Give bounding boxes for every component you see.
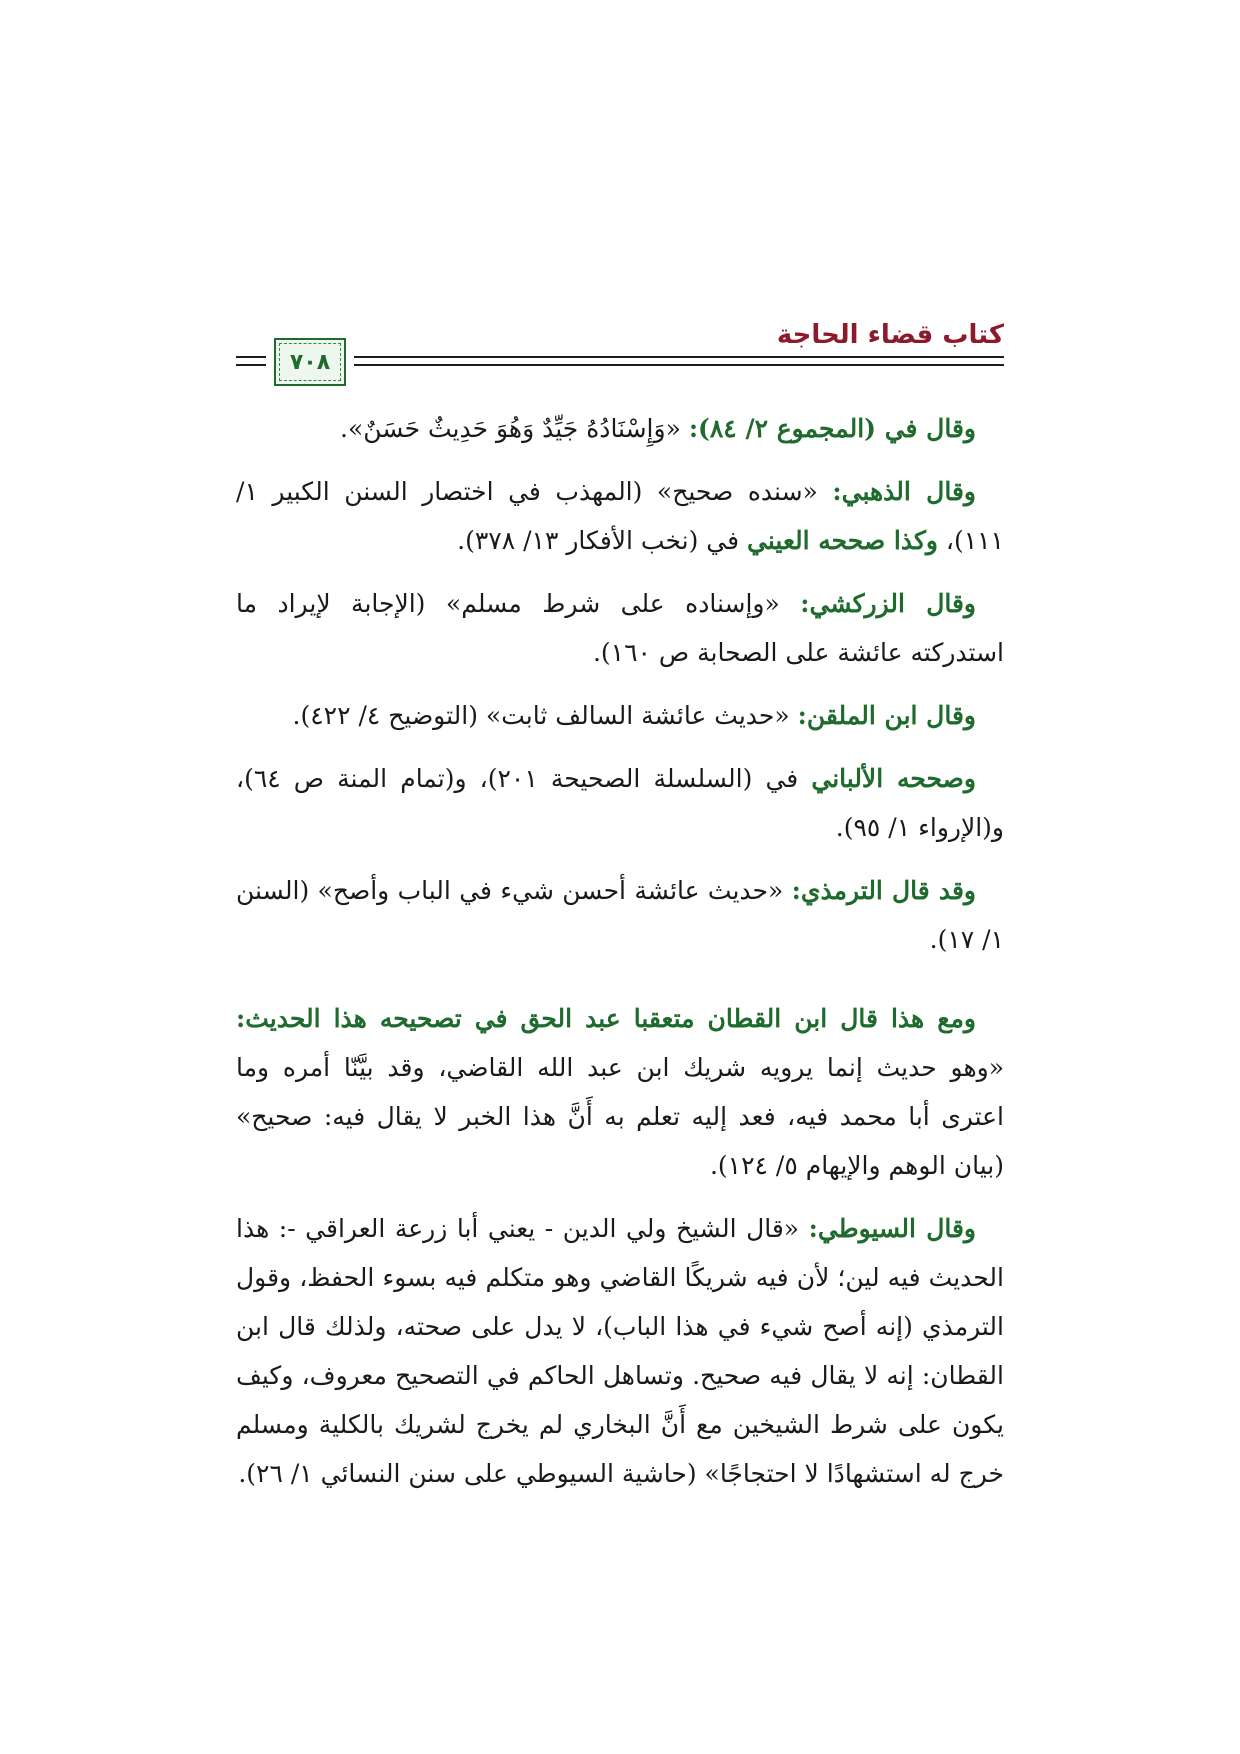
paragraph-lead: وقال في (المجموع ٢/ ٨٤):: [688, 414, 976, 443]
paragraph-majmu: [236, 404, 1004, 453]
paragraph-lead: وقال السيوطي:: [808, 1214, 976, 1243]
paragraph-lead: وقال الزركشي:: [800, 589, 977, 618]
paragraph-lead: وقال ابن الملقن:: [797, 701, 976, 730]
paragraph-text: «سنده صحيح» (المهذب في اختصار السنن الكبير ١/ ١١١)،: [236, 477, 1004, 555]
paragraph-zarkashi: [236, 579, 1004, 677]
paragraph-text: «حديث عائشة أحسن شيء في الباب وأصح» (السنن ١/ ١٧).: [236, 876, 1004, 954]
page-body: [236, 404, 1004, 1512]
header-rule-left-bottom: [236, 364, 266, 366]
paragraph-lead: وقد قال الترمذي:: [791, 876, 976, 905]
page-number-ornament: [274, 338, 346, 386]
paragraph-lead: وقال الذهبي:: [832, 477, 976, 506]
paragraph-text: «وإسناده على شرط مسلم» (الإجابة لإيراد ما استدركته عائشة على الصحابة ص ١٦٠).: [236, 589, 1004, 667]
paragraph-tirmidhi: [236, 866, 1004, 964]
paragraph-text: «وَإِسْنَادُهُ جَيِّدٌ وَهُوَ حَدِيثٌ حَسَنٌ».: [340, 414, 689, 443]
paragraph-albani: [236, 754, 1004, 852]
page-number: ٧٠٨: [289, 349, 331, 375]
paragraph-text: في (السلسلة الصحيحة ٢٠١)، و(تمام المنة ص ٦٤)، و(الإرواء ١/ ٩٥).: [236, 764, 1004, 842]
paragraph-dhahabi: [236, 467, 1004, 565]
book-title: كتاب قضاء الحاجة: [776, 320, 1004, 350]
paragraph-lead-secondary: وكذا صححه العيني: [747, 526, 938, 555]
paragraph-text: «وهو حديث إنما يرويه شريك ابن عبد الله القاضي، وقد بيَّنّا أمره وما اعترى أبا محمد فيه، فعد إليه تعلم به أَنَّ هذا الخبر لا يقال فيه: صحيح» (بيان الوهم والإيهام ٥/ ١٢٤).: [236, 1053, 1004, 1180]
header-rule-bottom: [354, 364, 1004, 366]
paragraph-suyuti: [236, 1204, 1004, 1498]
page-header: [236, 318, 1004, 390]
header-rule-left-top: [236, 356, 266, 358]
paragraph-ibn-qattan: [236, 994, 1004, 1190]
paragraph-text: «حديث عائشة السالف ثابت» (التوضيح ٤/ ٤٢٢).: [292, 701, 798, 730]
paragraph-text: «قال الشيخ ولي الدين - يعني أبا زرعة العراقي -: هذا الحديث فيه لين؛ لأن فيه شريكًا القاضي وهو متكلم فيه بسوء الحفظ، وقول الترمذي (إنه أصح شيء في هذا الباب)، لا يدل على صحته، ولذلك قال ابن القطان: إنه لا يقال فيه صحيح. وتساهل الحاكم في التصحيح معروف، وكيف يكون على شرط الشيخين مع أَنَّ البخاري لم يخرج لشريك بالكلية ومسلم خرج له استشهادًا لا احتجاجًا» (حاشية السيوطي على سنن النسائي ١/ ٢٦).: [236, 1214, 1004, 1488]
paragraph-ibn-mulaqqin: [236, 691, 1004, 740]
paragraph-text-secondary: في (نخب الأفكار ١٣/ ٣٧٨).: [457, 526, 748, 555]
paragraph-lead: وصححه الألباني: [811, 764, 976, 793]
paragraph-lead: ومع هذا قال ابن القطان متعقبا عبد الحق في تصحيحه هذا الحديث:: [236, 1004, 976, 1033]
header-rule-top: [354, 356, 1004, 358]
